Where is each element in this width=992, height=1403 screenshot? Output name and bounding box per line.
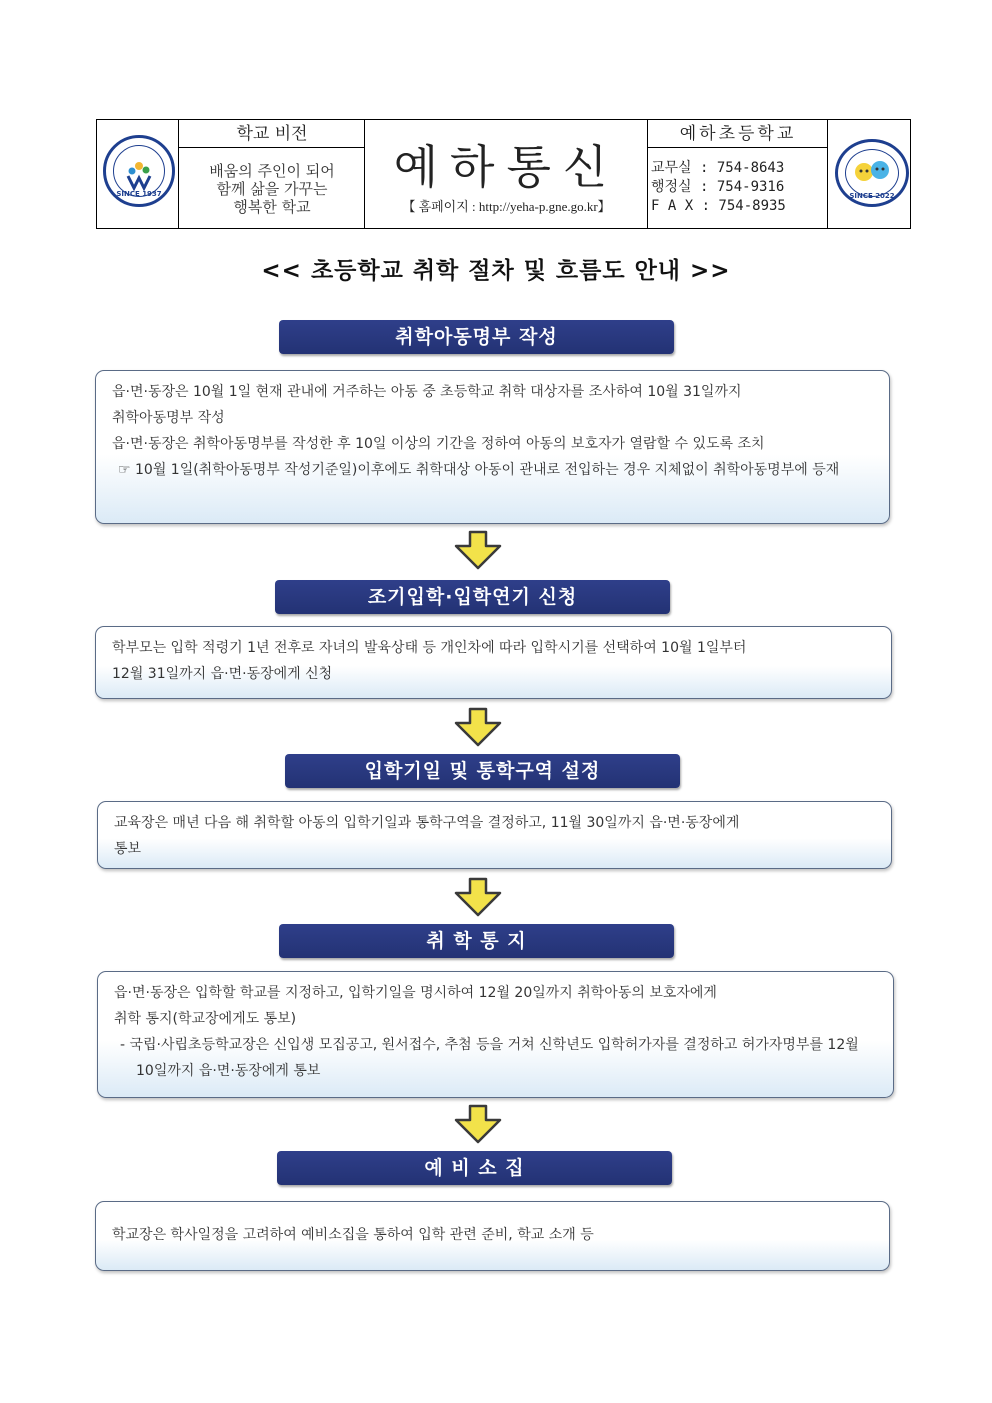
step-box-school-district [97,801,892,869]
step-title-enrollment-list: 취학아동명부 작성 [279,320,674,354]
newsletter-title-cell [365,120,648,228]
step-line: 학부모는 입학 적령기 1년 전후로 자녀의 발육상태 등 개인차에 따라 입학시기를 선택하여 10월 1일부터 [112,640,747,656]
step-line: 12월 31일까지 읍·면·동장에게 신청 [112,666,333,682]
down-arrow-icon [450,530,506,570]
vision-label: 학교 비전 [236,124,308,144]
step-line: 읍·면·동장은 취학아동명부를 작성한 후 10일 이상의 기간을 정하여 아동의 보호자가 열람할 수 있도록 조치 [112,436,765,452]
step-line: 취학 통지(학교장에게도 통보) [114,1011,297,1027]
vision-line: 함께 삶을 가꾸는 [216,180,328,198]
vision-text [179,148,365,228]
contact-list [648,150,828,228]
step-title-enrollment-notice: 취 학 통 지 [279,924,674,958]
school-logo-left [103,135,175,207]
down-arrow-icon [450,1104,506,1144]
step-line: 취학아동명부 작성 [112,410,225,426]
step-note: - 국립·사립초등학교장은 신입생 모집공고, 원서접수, 추첨 등을 거쳐 신학년도 입학허가자를 결정하고 허가자명부를 12월 10일까지 읍·면·동장에게 통보 [120,1037,859,1079]
down-arrow-icon [450,877,506,917]
school-name: 예하초등학교 [679,124,797,144]
page-title: << 초등학교 취학 절차 및 흐름도 안내 >> [261,258,731,284]
step-line: 읍·면·동장은 입학할 학교를 지정하고, 입학기일을 명시하여 12월 20일까지 취학아동의 보호자에게 [114,985,717,1001]
school-logo-right [835,139,909,207]
step-box-enrollment-list [95,370,890,524]
contact-fax: F A X : 754-8935 [651,198,786,214]
step-note: ☞ 10월 1일(취학아동명부 작성기준일)이후에도 취학대상 아동이 관내로 전입하는 경우 지체없이 취학아동명부에 등재 [118,462,840,478]
step-line: 교육장은 매년 다음 해 취학할 아동의 입학기일과 통학구역을 결정하고, 11월 30일까지 읍·면·동장에게 [114,815,740,831]
step-title-school-district: 입학기일 및 통학구역 설정 [285,754,680,788]
logo-since-text: SINCE 2022 [849,192,895,200]
step-line: 읍·면·동장은 10월 1일 현재 관내에 거주하는 아동 중 초등학교 취학 대상자를 조사하여 10월 31일까지 [112,384,742,400]
step-box-enrollment-notice [97,971,894,1098]
step-box-early-delayed-entry [95,626,892,699]
logo-since-text: SINCE 1937 [116,190,162,198]
vision-line: 행복한 학교 [233,198,311,216]
step-title-early-delayed-entry: 조기입학·입학연기 신청 [275,580,670,614]
step-box-preliminary-gathering [95,1201,890,1271]
step-line: 통보 [114,841,142,857]
down-arrow-icon [450,707,506,747]
vision-line: 배움의 주인이 되어 [209,162,335,180]
newsletter-title: 예하통신 [393,140,620,194]
homepage-link[interactable]: 【 홈페이지 : http://yeha-p.gne.go.kr】 [402,199,611,214]
step-title-preliminary-gathering: 예 비 소 집 [277,1151,672,1185]
contact-admin: 행정실 : 754-9316 [651,179,785,195]
newsletter-header [96,119,911,229]
contact-office: 교무실 : 754-8643 [651,160,785,176]
step-line: 학교장은 학사일정을 고려하여 예비소집을 통하여 입학 관련 준비, 학교 소개 등 [112,1227,594,1243]
